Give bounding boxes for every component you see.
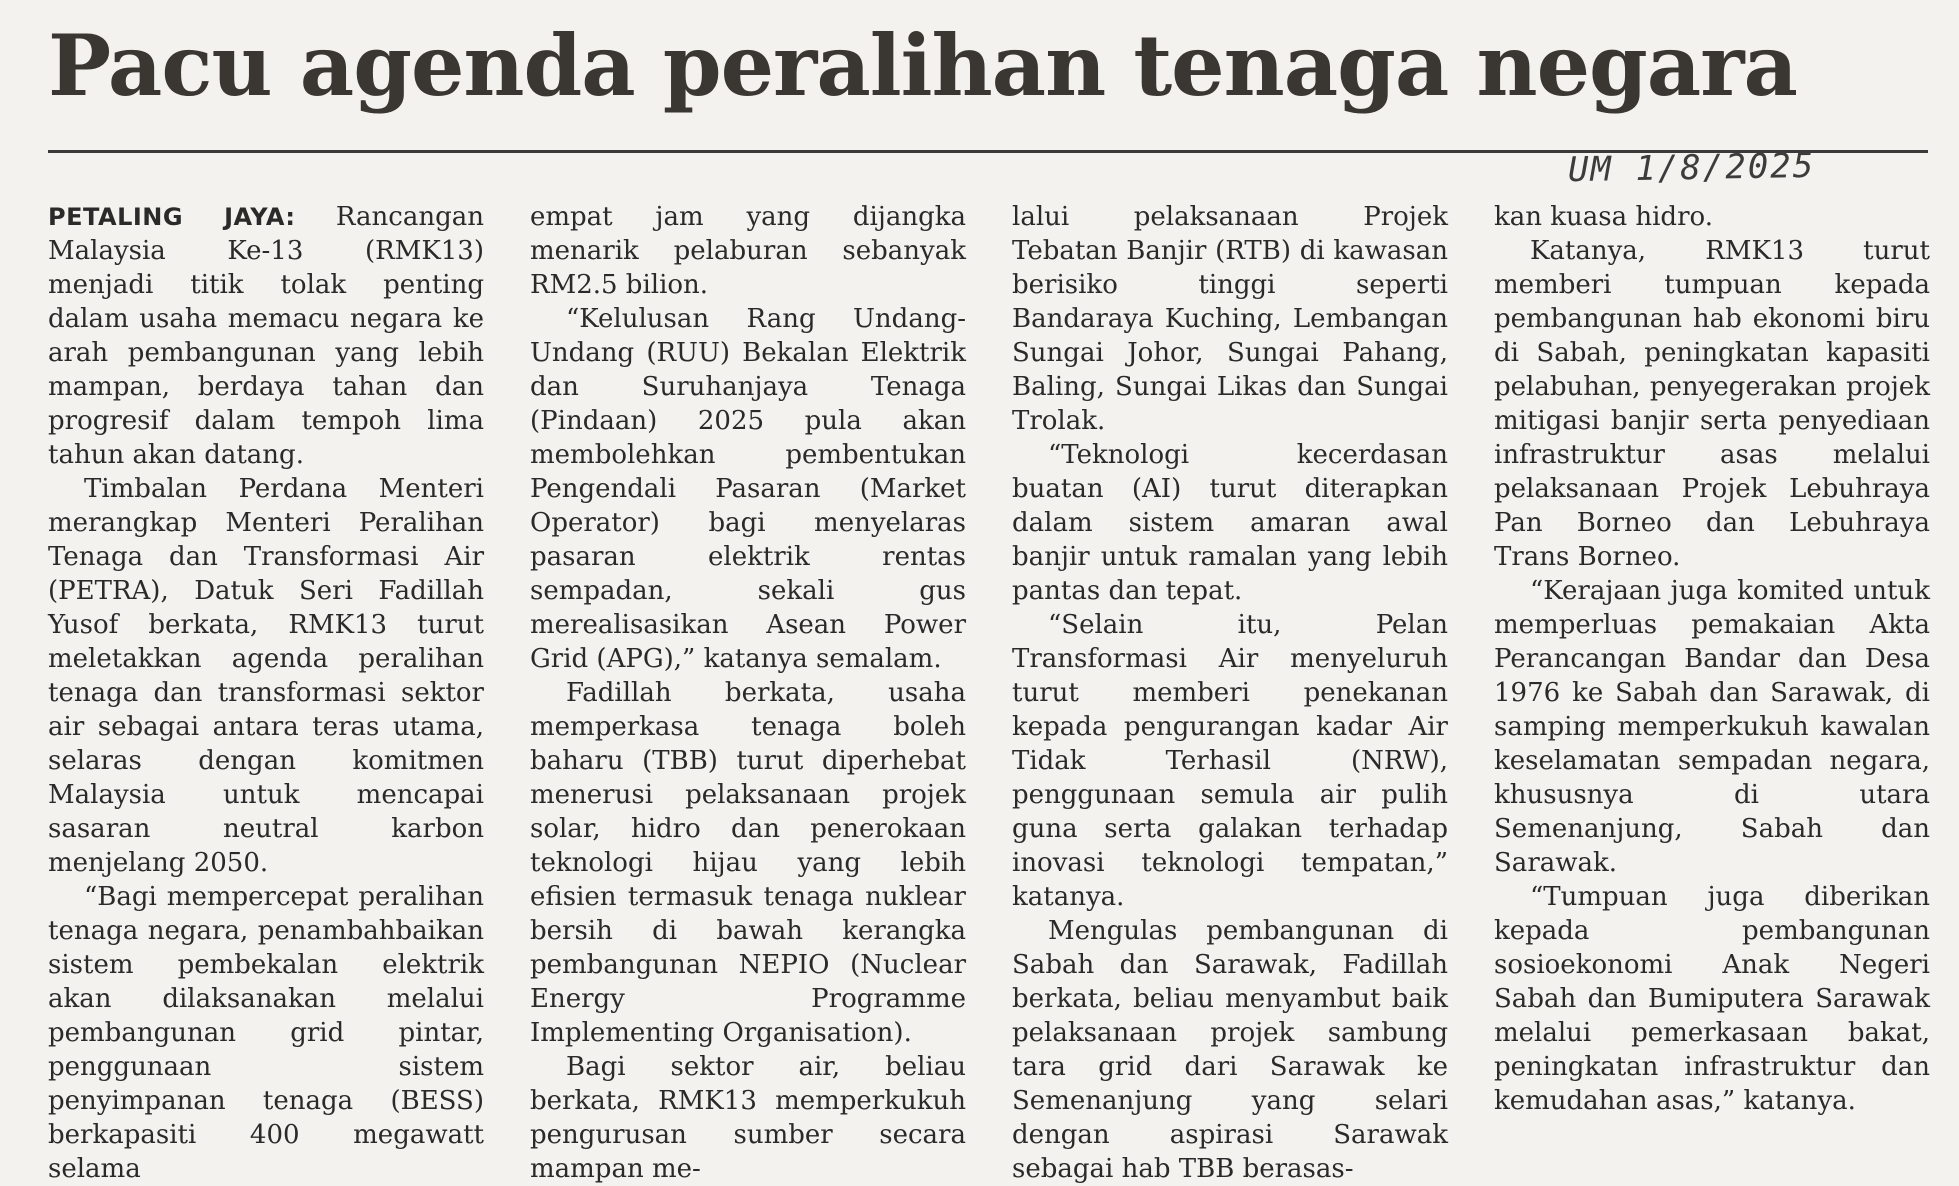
paragraph: Timbalan Perdana Menteri merangkap Menteri Peralihan Tenaga dan Transformasi Air (PETRA), Datuk Seri Fadillah Yusof berkata, RMK13 turut meletakkan agenda peralihan tenaga dan transformasi sektor air sebagai antara teras utama, selaras dengan komitmen Malaysia untuk mencapai sasaran neutral karbon menjelang 2050. — [48, 474, 484, 878]
paragraph — [48, 200, 484, 472]
handwritten-date-annotation: UM 1/8/2025 — [1567, 145, 1816, 191]
paragraph-text: Rancangan Malaysia Ke-13 (RMK13) menjadi titik tolak penting dalam usaha memacu negara ke arah pembangunan yang lebih mampan, berdaya tahan dan progresif dalam tempoh lima tahun akan datang. — [48, 202, 484, 470]
paragraph: Bagi sektor air, beliau berkata, RMK13 memperkukuh pengurusan sumber secara mampan me- — [530, 1052, 966, 1184]
paragraph: lalui pelaksanaan Projek Tebatan Banjir (RTB) di kawasan berisiko tinggi seperti Bandaraya Kuching, Lembangan Sungai Johor, Sungai Pahang, Baling, Sungai Likas dan Sungai Trolak. — [1012, 202, 1448, 436]
paragraph: “Selain itu, Pelan Transformasi Air menyeluruh turut memberi penekanan kepada pengurangan kadar Air Tidak Terhasil (NRW), penggunaan semula air pulih guna serta galakan terhadap inovasi teknologi tempatan,” katanya. — [1012, 610, 1448, 912]
dateline: PETALING JAYA: — [48, 203, 296, 231]
paragraph: “Kerajaan juga komited untuk memperluas pemakaian Akta Perancangan Bandar dan Desa 1976 ke Sabah dan Sarawak, di samping memperkukuh kawalan keselamatan sempadan negara, khususnya di utara Semenanjung, Sabah dan Sarawak. — [1494, 576, 1930, 878]
article-body — [48, 200, 1930, 1184]
paragraph: “Bagi mempercepat peralihan tenaga negara, penambahbaikan sistem pembekalan elektrik akan dilaksanakan melalui pembangunan grid pintar, penggunaan sistem penyimpanan tenaga (BESS) berkapasiti 400 megawatt selama — [48, 882, 484, 1184]
paragraph: empat jam yang dijangka menarik pelaburan sebanyak RM2.5 bilion. — [530, 202, 966, 300]
paragraph: “Kelulusan Rang Undang-Undang (RUU) Bekalan Elektrik dan Suruhanjaya Tenaga (Pindaan) 2025 pula akan membolehkan pembentukan Pengendali Pasaran (Market Operator) bagi menyelaras pasaran elektrik rentas sempadan, sekali gus merealisasikan Asean Power Grid (APG),” katanya semalam. — [530, 304, 966, 674]
headline: Pacu agenda peralihan tenaga negara — [48, 16, 1797, 115]
article-column-1 — [48, 200, 484, 1186]
paragraph: kan kuasa hidro. — [1494, 202, 1713, 232]
paragraph: Mengulas pembangunan di Sabah dan Sarawak, Fadillah berkata, beliau menyambut baik pelaksanaan projek sambung tara grid dari Sarawak ke Semenanjung yang selari dengan aspirasi Sarawak sebagai hab TBB berasas- — [1012, 916, 1448, 1184]
paragraph: Katanya, RMK13 turut memberi tumpuan kepada pembangunan hab ekonomi biru di Sabah, peningkatan kapasiti pelabuhan, penyegerakan projek mitigasi banjir serta penyediaan infrastruktur asas melalui pelaksanaan Projek Lebuhraya Pan Borneo dan Lebuhraya Trans Borneo. — [1494, 236, 1930, 572]
paragraph: “Tumpuan juga diberikan kepada pembangunan sosioekonomi Anak Negeri Sabah dan Bumiputera Sarawak melalui pemerkasaan bakat, peningkatan infrastruktur dan kemudahan asas,” katanya. — [1494, 882, 1930, 1116]
article-column-4 — [1494, 200, 1930, 1186]
article-column-3 — [1012, 200, 1448, 1186]
article-column-2 — [530, 200, 966, 1186]
paragraph: “Teknologi kecerdasan buatan (AI) turut diterapkan dalam sistem amaran awal banjir untuk ramalan yang lebih pantas dan tepat. — [1012, 440, 1448, 606]
paragraph: Fadillah berkata, usaha memperkasa tenaga boleh baharu (TBB) turut diperhebat menerusi pelaksanaan projek solar, hidro dan penerokaan teknologi hijau yang lebih efisien termasuk tenaga nuklear bersih di bawah kerangka pembangunan NEPIO (Nuclear Energy Programme Implementing Organisation). — [530, 678, 966, 1048]
